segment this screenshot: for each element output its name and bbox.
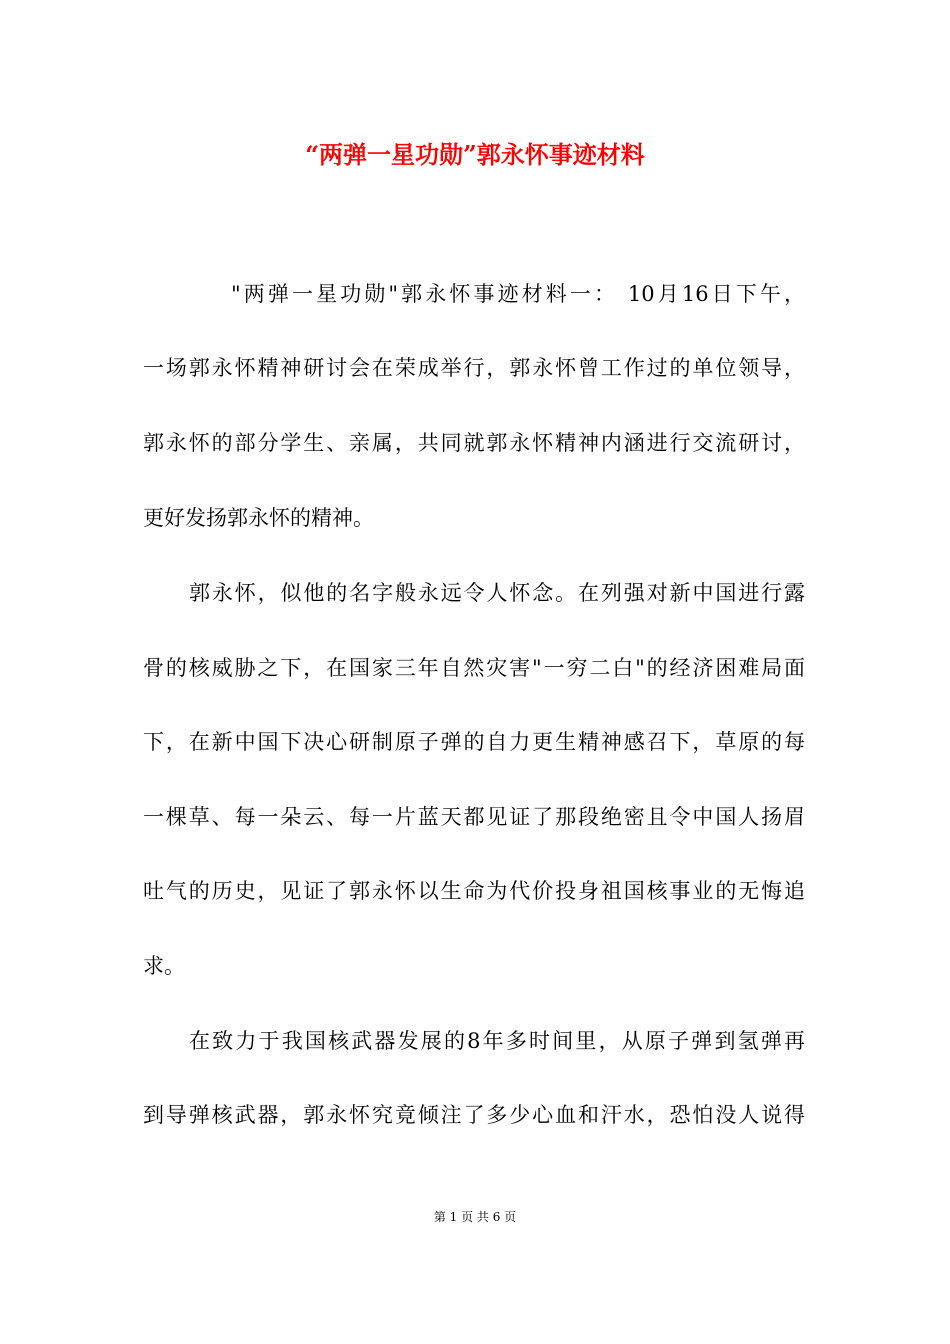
paragraph-line: 到导弹核武器，郭永怀究竟倾注了多少心血和汗水，恐怕没人说得 <box>143 1103 805 1127</box>
paragraph-line: 一场郭永怀精神研讨会在荣成举行，郭永怀曾工作过的单位领导， <box>143 356 805 380</box>
paragraph-line: 下，在新中国下决心研制原子弹的自力更生精神感召下，草原的每 <box>143 730 805 754</box>
paragraph-line: 在致力于我国核武器发展的8年多时间里，从原子弹到氢弹再 <box>189 1029 805 1053</box>
paragraph-line: 郭永怀，似他的名字般永远令人怀念。在列强对新中国进行露 <box>189 581 805 605</box>
paragraph-line: "两弹一星功勋"郭永怀事迹材料一： 10月16日下午， <box>231 282 805 306</box>
paragraph-line: 一棵草、每一朵云、每一片蓝天都见证了那段绝密且令中国人扬眉 <box>143 805 805 829</box>
paragraph-line: 求。 <box>143 954 185 978</box>
paragraph-line: 吐气的历史，见证了郭永怀以生命为代价投身祖国核事业的无悔追 <box>143 879 805 903</box>
paragraph-line: 郭永怀的部分学生、亲属，共同就郭永怀精神内涵进行交流研讨， <box>143 431 805 455</box>
document-title: “两弹一星功勋”郭永怀事迹材料 <box>305 140 645 169</box>
paragraph-line: 骨的核威胁之下，在国家三年自然灾害"一穷二白"的经济困难局面 <box>143 656 805 680</box>
page-footer: 第 1 页 共 6 页 <box>433 1210 517 1224</box>
paragraph-line: 更好发扬郭永怀的精神。 <box>143 506 374 530</box>
